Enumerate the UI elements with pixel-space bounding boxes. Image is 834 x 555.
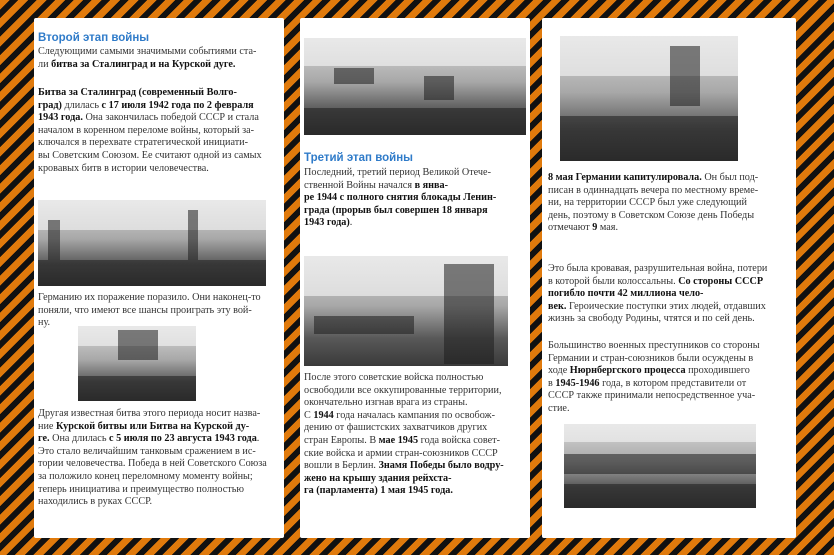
- nuremberg-trial-photo: [564, 424, 756, 508]
- losses-paragraph: Это была кровавая, разрушительная война, потери в которой были колоссальны. Со стороны СССР погибло почти 42 миллиона чело- век. Героические поступки этих людей, отдавших жизнь за свободу Родины, чтятся и по сей день.: [548, 263, 768, 325]
- panel-victory: [542, 18, 796, 538]
- third-stage-paragraph: Последний, третий период Великой Отече- ственной Войны начался в янва- ре 1944 с полного снятия блокады Ленин- града (прорыв был совершен 18 января 1943 года).: [304, 167, 497, 229]
- panel-second-stage: [34, 18, 284, 538]
- liberation-paragraph: После этого советские войска полностью освободили все оккупированные территории, окончательно изгнав врага из страны. С 1944 года началась кампания по освобож- дению от фашистских захватчиков других стран Европы. В мае 1945 года войска совет- ские войска и армии стран-союзников СССР вошли в Берлин. Знамя Победы было водру- жено на крышу здания рейхста- га (парламента) 1 мая 1945 года.: [304, 372, 504, 497]
- heading-second-stage: Второй этап войны: [38, 32, 150, 44]
- reichstag-flag-photo: [560, 36, 738, 161]
- capitulation-paragraph: 8 мая Германии капитулировала. Он был под- писан в одиннадцать вечера по местному време- ни, на территории СССР был уже следующий день, поэтому в Советском Союзе день Победы отмечают 9 мая.: [548, 172, 759, 234]
- intro-paragraph: Следующими самыми значимыми событиями ста- ли битва за Сталинград и на Курской дуге.: [38, 46, 257, 70]
- panel-third-stage: [300, 18, 530, 538]
- blockade-survivor-photo: [304, 256, 508, 366]
- kursk-paragraph: Другая известная битва этого периода носит назва- ние Курской битвы или Битва на Курской ду- ге. Она длилась с 5 июля по 23 августа 1943 года. Это стало величайшим танковым сражением в ис- тории человечества. Победа в ней Советского Союза за положило конец переломному моменту войны; теперь инициатива и преимущество полностью находились в руках СССР.: [38, 408, 267, 508]
- stalingrad-paragraph: Битва за Сталинград (современный Волго- град) длилась с 17 июля 1942 года по 2 февраля 1943 года. Она закончилась победой СССР и стала началом в коренном переломе войны, который за- ключался в перехвате стратегической инициати- вы Советским Союзом. Ее считают одной из самых кровавых битв в истории человечества.: [38, 87, 262, 174]
- germany-paragraph: Германию их поражение поразило. Они наконец-то поняли, что имеют все шансы проиграть эту вой- ну.: [38, 292, 261, 329]
- soldiers-tanks-photo: [304, 38, 526, 135]
- nuremberg-paragraph: Большинство военных преступников со стороны Германии и стран-союзников были осуждены в ходе Нюрнбергского процесса проходившего в 1945-1946 года, в котором представители от СССР также принимали непосредственное уча- стие.: [548, 340, 760, 414]
- stalingrad-battle-photo: [38, 200, 266, 286]
- heading-third-stage: Третий этап войны: [304, 152, 413, 164]
- ruins-crowd-photo: [78, 326, 196, 401]
